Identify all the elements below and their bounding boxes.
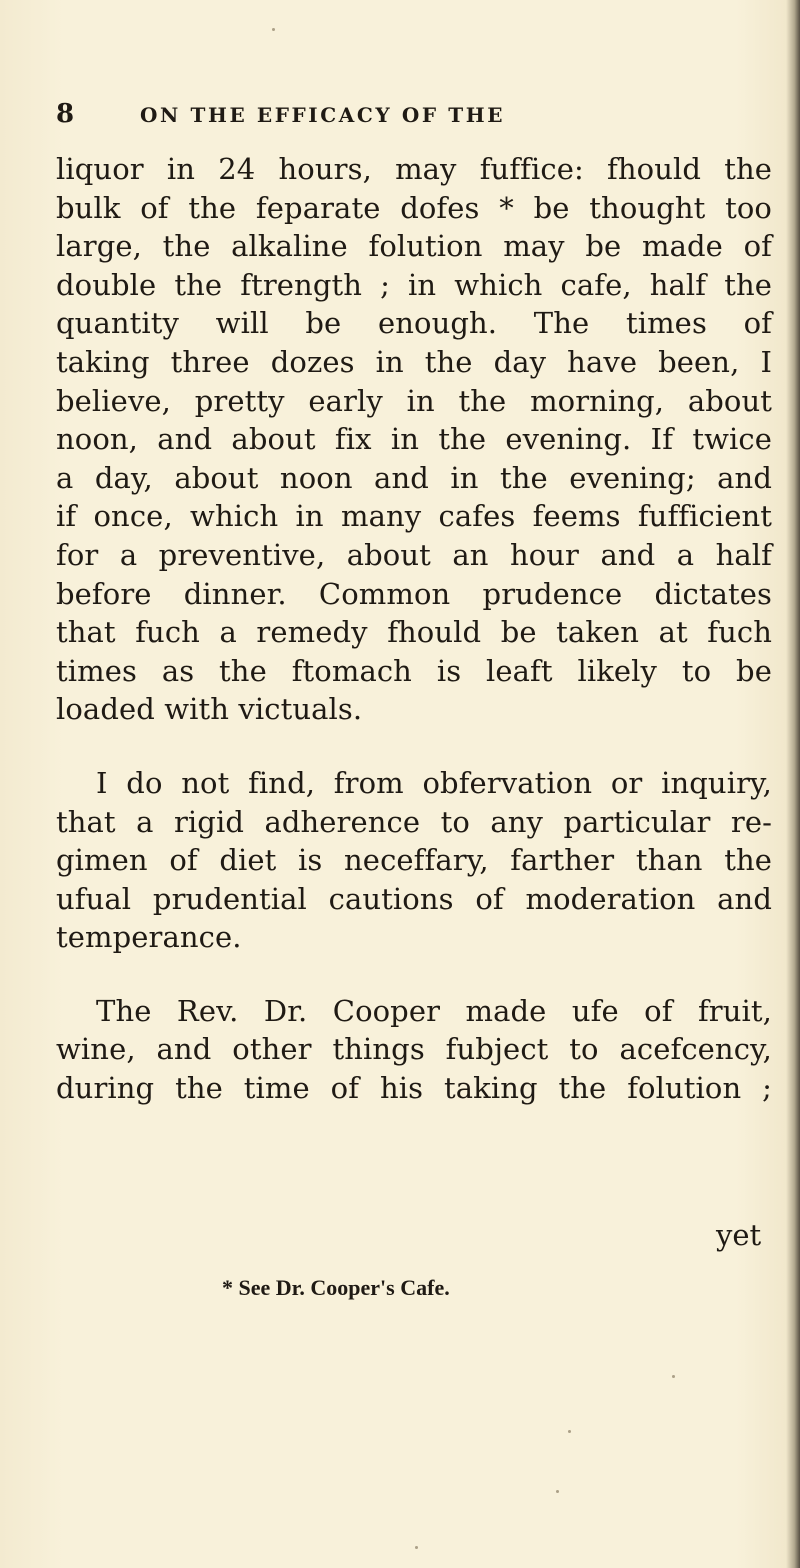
text-line: ufual prudential cautions of moderation and bbox=[56, 881, 772, 916]
footnote: * See Dr. Cooper's Cafe. bbox=[222, 1275, 450, 1300]
text-line: wine, and other things fubject to acefcency, bbox=[56, 1032, 772, 1067]
paragraph-2 bbox=[56, 764, 772, 957]
paragraph-1 bbox=[56, 150, 772, 729]
text-line: The Rev. Dr. Cooper made ufe of fruit, bbox=[96, 993, 772, 1028]
text-line: loaded with victuals. bbox=[56, 692, 363, 727]
text-line: times as the ftomach is leaft likely to be bbox=[56, 653, 772, 688]
text-line: noon, and about fix in the evening. If twice bbox=[56, 422, 772, 457]
running-head bbox=[56, 96, 616, 136]
text-line: believe, pretty early in the morning, about bbox=[56, 383, 772, 418]
text-line: liquor in 24 hours, may fuffice: fhould the bbox=[56, 152, 772, 186]
paper-speck bbox=[568, 1430, 571, 1433]
text-line: bulk of the feparate dofes * be thought too bbox=[56, 190, 772, 225]
text-line: temperance. bbox=[56, 920, 242, 955]
paper-speck bbox=[556, 1490, 559, 1493]
body-text bbox=[56, 150, 772, 1108]
text-line: large, the alkaline folution may be made of bbox=[56, 229, 772, 264]
paragraph-gap bbox=[56, 729, 772, 764]
text-line: a day, about noon and in the evening; and bbox=[56, 460, 772, 495]
paper-speck bbox=[672, 1375, 675, 1378]
paragraph-3 bbox=[56, 992, 772, 1108]
text-line: that fuch a remedy fhould be taken at fuch bbox=[56, 615, 772, 650]
text-line: double the ftrength ; in which cafe, half the bbox=[56, 267, 772, 302]
text-line: during the time of his taking the folution ; bbox=[56, 1071, 772, 1106]
paper-speck bbox=[415, 1546, 418, 1549]
paper-speck bbox=[272, 28, 275, 31]
text-line: gimen of diet is neceffary, farther than the bbox=[56, 843, 772, 878]
text-line: taking three dozes in the day have been, I bbox=[56, 344, 772, 379]
text-line: I do not find, from obfervation or inquiry, bbox=[96, 765, 772, 800]
page-edge-shadow bbox=[786, 0, 800, 1568]
paragraph-gap bbox=[56, 957, 772, 992]
running-head-title: ON THE EFFICACY OF THE bbox=[140, 103, 506, 127]
text-line: for a preventive, about an hour and a half bbox=[56, 537, 772, 572]
text-line: quantity will be enough. The times of bbox=[56, 306, 772, 341]
catchword: yet bbox=[716, 1218, 762, 1252]
text-line: before dinner. Common prudence dictates bbox=[56, 576, 772, 611]
text-line: that a rigid adherence to any particular re- bbox=[56, 804, 772, 839]
page-number: 8 bbox=[56, 99, 75, 129]
text-line: if once, which in many cafes feems fufficient bbox=[56, 499, 772, 534]
